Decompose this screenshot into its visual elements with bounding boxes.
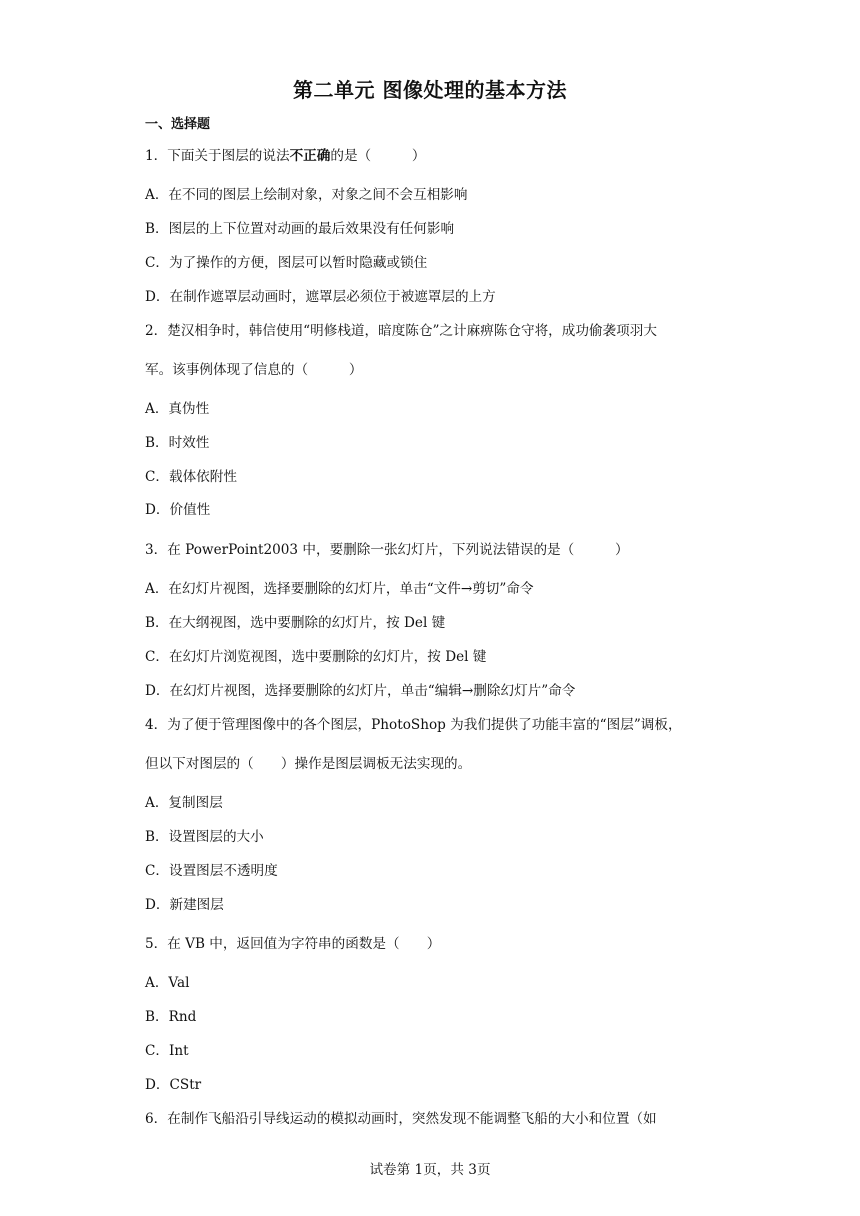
question-4-option-d: D．新建图层 <box>145 897 224 913</box>
question-4-option-c: C．设置图层不透明度 <box>145 863 278 879</box>
question-4-option-b: B．设置图层的大小 <box>145 829 264 845</box>
question-3-option-c: C．在幻灯片浏览视图，选中要删除的幻灯片，按 Del 键 <box>145 649 487 665</box>
question-1-stem-text-c: 的是（ ） <box>330 148 426 164</box>
question-4-option-a: A．复制图层 <box>145 795 223 811</box>
question-1-option-c: C．为了操作的方便，图层可以暂时隐藏或锁住 <box>145 255 428 271</box>
question-5-option-b: B．Rnd <box>145 1009 197 1025</box>
question-5-option-d: D．CStr <box>145 1077 202 1093</box>
question-1-option-b: B．图层的上下位置对动画的最后效果没有任何影响 <box>145 221 455 237</box>
question-2-option-a: A．真伪性 <box>145 401 210 417</box>
question-4-stem-line-1: 4．为了便于管理图像中的各个图层，PhotoShop 为我们提供了功能丰富的“图层”调板， <box>145 717 682 733</box>
question-1-option-a: A．在不同的图层上绘制对象，对象之间不会互相影响 <box>145 187 468 203</box>
section-heading: 一、选择题 <box>145 117 211 132</box>
question-3-option-b: B．在大纲视图，选中要删除的幻灯片，按 Del 键 <box>145 615 446 631</box>
question-2-option-d: D．价值性 <box>145 502 211 518</box>
question-5-option-c: C．Int <box>145 1043 189 1059</box>
question-5-option-a: A．Val <box>145 975 190 991</box>
question-1-stem-text-a: 1．下面关于图层的说法 <box>145 148 290 164</box>
question-6-stem-line-1: 6．在制作飞船沿引导线运动的模拟动画时，突然发现不能调整飞船的大小和位置（如 <box>145 1111 657 1127</box>
question-5-stem: 5．在 VB 中，返回值为字符串的函数是（ ） <box>145 936 441 952</box>
question-1-stem <box>145 146 426 166</box>
question-2-stem-line-2: 军。该事例体现了信息的（ ） <box>145 362 363 378</box>
question-3-stem: 3．在 PowerPoint2003 中，要删除一张幻灯片，下列说法错误的是（ ） <box>145 542 629 558</box>
question-2-option-c: C．载体依附性 <box>145 469 237 485</box>
question-2-option-b: B．时效性 <box>145 435 210 451</box>
question-4-stem-line-2: 但以下对图层的（ ）操作是图层调板无法实现的。 <box>145 756 472 772</box>
question-3-option-a: A．在幻灯片视图，选择要删除的幻灯片，单击“文件→剪切”命令 <box>145 581 534 597</box>
question-1-emphasis: 不正确 <box>289 148 331 164</box>
question-1-option-d: D．在制作遮罩层动画时，遮罩层必须位于被遮罩层的上方 <box>145 289 496 305</box>
page-footer: 试卷第 1页，共 3页 <box>369 1162 491 1178</box>
question-2-stem-line-1: 2．楚汉相争时，韩信使用“明修栈道，暗度陈仓”之计麻痹陈仓守将，成功偷袭项羽大 <box>145 323 657 339</box>
question-3-option-d: D．在幻灯片视图，选择要删除的幻灯片，单击“编辑→删除幻灯片”命令 <box>145 683 576 699</box>
page-title: 第二单元 图像处理的基本方法 <box>293 78 567 102</box>
